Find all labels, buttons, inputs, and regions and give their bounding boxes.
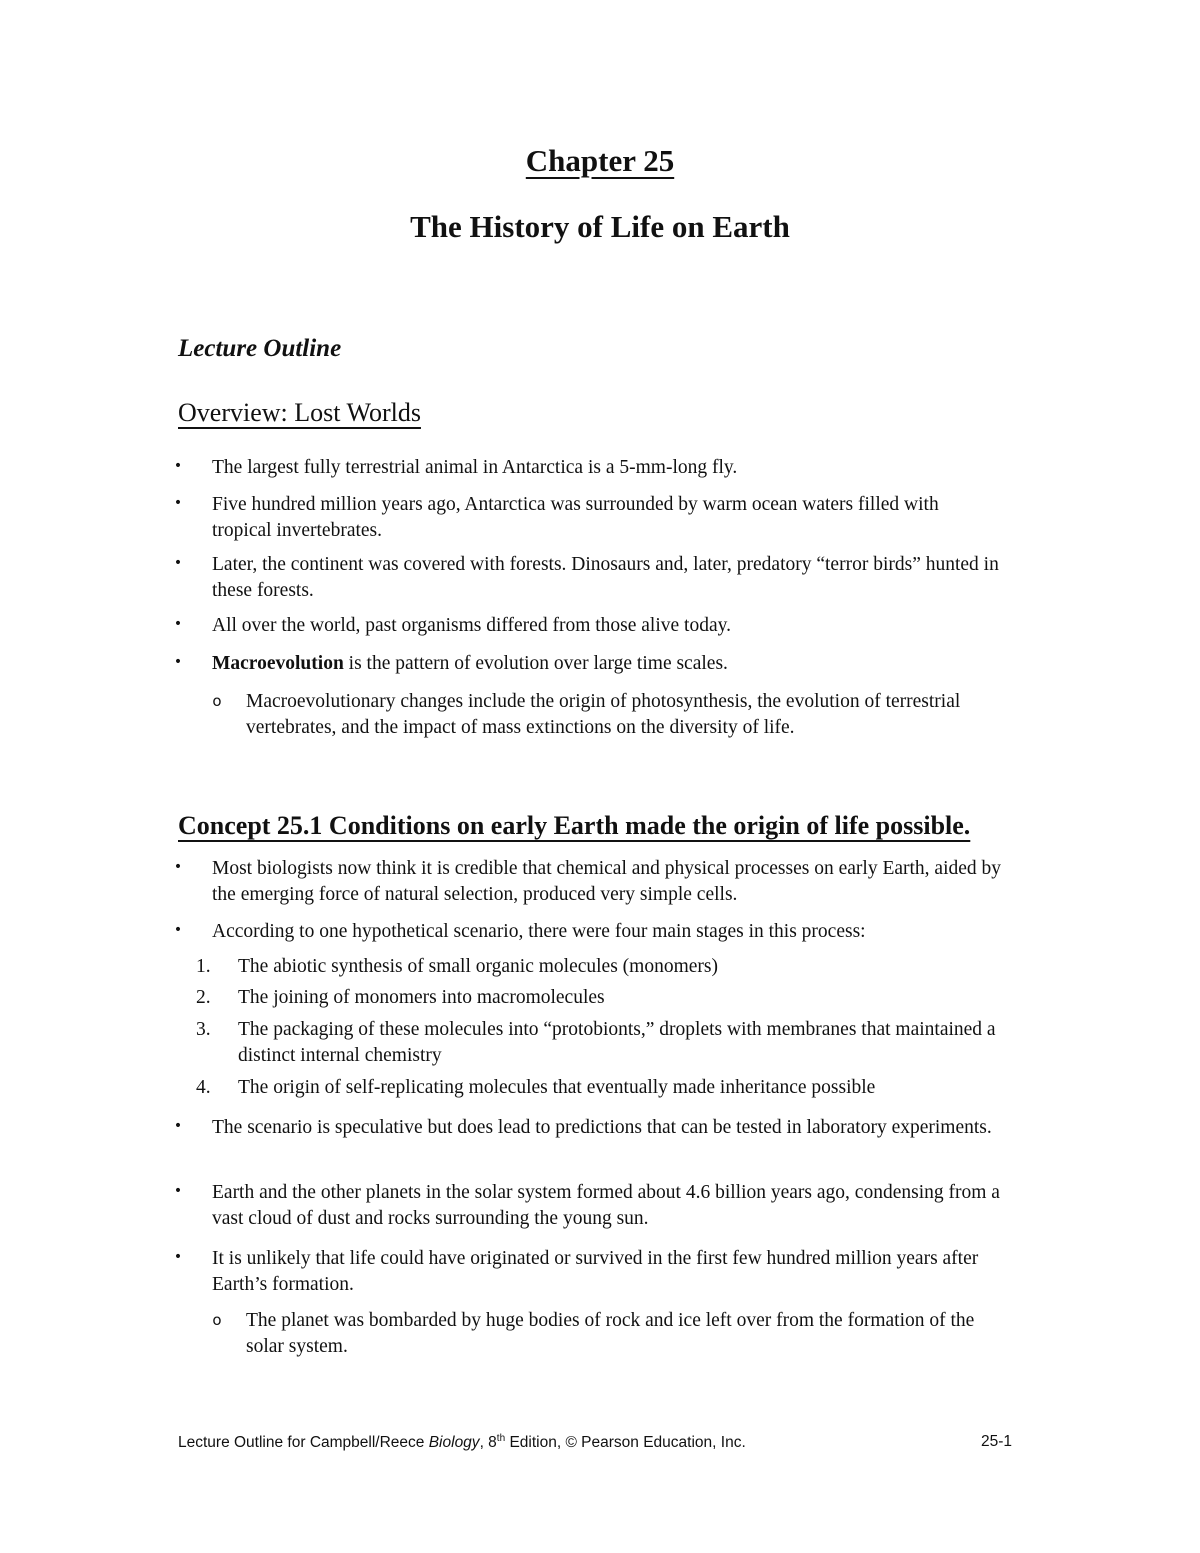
overview-heading: Overview: Lost Worlds (178, 398, 421, 427)
bullet-marker: • (173, 1249, 183, 1265)
bullet-marker: • (173, 859, 183, 875)
bullet-marker: • (173, 458, 183, 474)
bullet-marker: • (173, 495, 183, 511)
item-number: 3. (196, 1019, 211, 1040)
chapter-title: The History of Life on Earth (410, 209, 790, 244)
chapter-number: Chapter 25 (525, 143, 675, 178)
bullet-marker: • (173, 1118, 183, 1134)
sub-bullet-marker: o (212, 1311, 222, 1329)
lecture-outline-label: Lecture Outline (178, 335, 342, 362)
bullet-marker: • (173, 555, 183, 571)
bullet-marker: • (173, 654, 183, 670)
term-macroevolution: Macroevolution (212, 653, 344, 674)
item-number: 4. (196, 1077, 211, 1098)
item-number: 1. (196, 956, 211, 977)
sub-bullet-marker: o (212, 692, 222, 710)
page-number: 25-1 (980, 1433, 1012, 1450)
bullet-marker: • (173, 1183, 183, 1199)
item-number: 2. (196, 987, 211, 1008)
bullet-marker: • (173, 616, 183, 632)
bullet-marker: • (173, 922, 183, 938)
footer-citation: Lecture Outline for Campbell/Reece Biology, 8th Edition, © Pearson Education, Inc. (178, 1433, 746, 1452)
concept-heading: Concept 25.1 Conditions on early Earth made the origin of life possible. (178, 811, 971, 840)
document-page: Chapter 25 The History of Life on Earth Lecture Outline Overview: Lost Worlds • The largest fully terrestrial animal in Antarctica is a 5-mm-long fly. • Five hundred million years ago, Antarctica was surrounded by warm ocean waters filled with tropical invertebrates. • Later, the continent was covered with forests. Dinosaurs and, later, predatory “terror birds” hunted in these forests. • All over the world, past organisms differed from those alive today. • Macroevolution is the pattern of evolution over large time scales. o Macroevolutionary changes include the origin of photosynthesis, the evolution of terrestrial vertebrates, and the impact of mass extinctions on the diversity of life. Concept 25.1 Conditions on early Earth made the origin of life possible. • Most biologists now think it is credible that chemical and physical processes on early Earth, aided by the emerging force of natural selection, produced very simple cells. • According to one hypothetical scenario, there were four main stages in this process: 1. The abiotic synthesis of small organic molecules (monomers) 2. The joining of monomers into macromolecules 3. The packaging of these molecules into “protobionts,” droplets with membranes that maintained a distinct internal chemistry 4. The origin of self-replicating molecules that eventually made inheritance possible • The scenario is speculative but does lead to predictions that can be tested in laboratory experiments. • Earth and the other planets in the solar system formed about 4.6 billion years ago, condensing from a vast cloud of dust and rocks surrounding the young sun. • It is unlikely that life could have originated or survived in the first few hundred million years after Earth’s formation. o The planet was bombarded by huge bodies of rock and ice left over from the formation of the solar system. Lecture Outline for Campbell/Reece Biology, 8th Edition, © Pearson Education, Inc. 25-1 (0, 0, 1200, 1553)
